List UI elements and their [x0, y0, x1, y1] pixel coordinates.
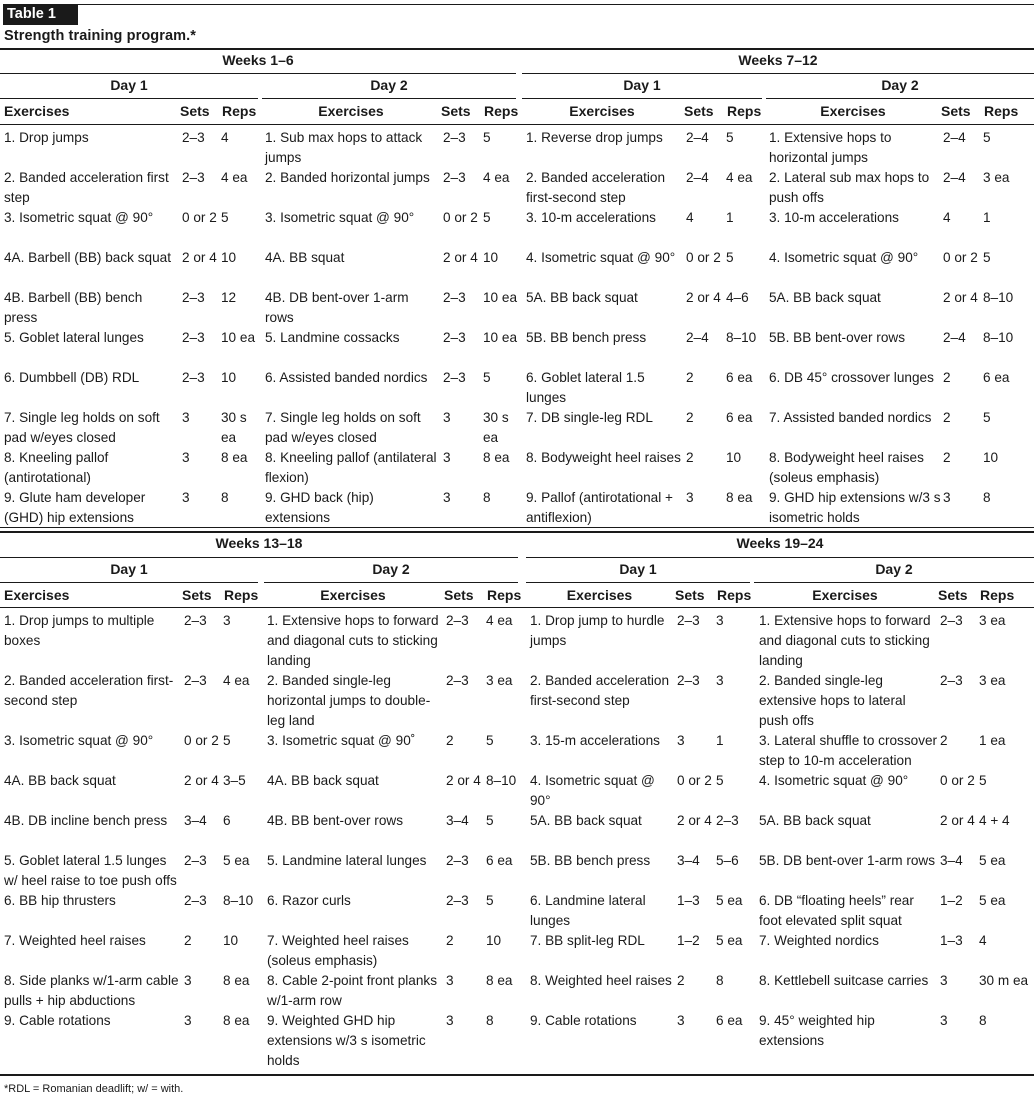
column-header-reps: Reps [487, 587, 522, 603]
exercise-cell: 1. Sub max hops to attack jumps [265, 130, 423, 165]
column-header-reps: Reps [484, 103, 519, 119]
column-header-reps: Reps [727, 103, 762, 119]
sets-cell: 2–3 [443, 130, 466, 145]
reps-cell: 10 ea [221, 330, 256, 345]
sets-cell: 2–3 [446, 673, 469, 688]
phase-rule [526, 557, 1034, 558]
sets-cell: 2–3 [443, 330, 466, 345]
phase-header: Weeks 1–6 [222, 52, 294, 68]
exercise-cell: 5. Landmine lateral lunges [267, 853, 427, 868]
sets-cell: 2 [943, 370, 951, 385]
exercise-cell: 4. Isometric squat @ 90° [759, 773, 909, 788]
day-rule [754, 582, 1034, 583]
reps-cell: 8 [221, 490, 229, 505]
reps-cell: 8 [483, 490, 491, 505]
reps-cell: 3 ea [979, 613, 1006, 628]
reps-cell: 1 [983, 210, 991, 225]
sets-cell: 2 or 4 [940, 813, 975, 828]
reps-cell: 4 ea [486, 613, 513, 628]
sets-cell: 2–3 [182, 370, 205, 385]
exercise-cell: 4A. BB squat [265, 250, 345, 265]
exercise-cell: 7. Weighted nordics [759, 933, 879, 948]
sets-cell: 2 [184, 933, 192, 948]
exercise-cell: 9. GHD hip extensions w/3 s isometric holds [769, 490, 941, 525]
exercise-cell: 2. Lateral sub max hops to push offs [769, 170, 930, 205]
column-header-sets: Sets [444, 587, 474, 603]
sets-cell: 2–3 [940, 613, 963, 628]
block-top-rule [0, 48, 1034, 50]
reps-cell: 30 s ea [483, 410, 509, 445]
exercise-cell: 8. Kneeling pallof (antirotational) [4, 450, 109, 485]
exercise-cell: 7. DB single-leg RDL [526, 410, 653, 425]
day-header: Day 1 [110, 77, 148, 93]
sets-cell: 2 [686, 410, 694, 425]
reps-cell: 30 s ea [221, 410, 247, 445]
exercise-cell: 5A. BB back squat [526, 290, 638, 305]
column-header-exercises: Exercises [318, 103, 384, 119]
day-header: Day 2 [881, 77, 919, 93]
sets-cell: 2 or 4 [686, 290, 721, 305]
sets-cell: 2 [686, 450, 694, 465]
table-caption: Strength training program.* [4, 28, 197, 44]
reps-cell: 10 ea [483, 290, 518, 305]
reps-cell: 4–6 [726, 290, 749, 305]
column-header-exercises: Exercises [569, 103, 635, 119]
exercise-cell: 8. Weighted heel raises [530, 973, 672, 988]
exercise-cell: 2. Banded acceleration first step [4, 170, 169, 205]
reps-cell: 4 ea [483, 170, 510, 185]
reps-cell: 5 [983, 410, 991, 425]
day-rule [262, 98, 516, 99]
sets-cell: 3 [184, 1013, 192, 1028]
day-rule [526, 582, 750, 583]
sets-cell: 1–3 [940, 933, 963, 948]
column-header-reps: Reps [984, 103, 1019, 119]
sets-cell: 0 or 2 [943, 250, 978, 265]
sets-cell: 2–3 [182, 290, 205, 305]
sets-cell: 2 or 4 [182, 250, 217, 265]
sets-cell: 2–3 [182, 130, 205, 145]
sets-cell: 2–3 [443, 290, 466, 305]
column-header-exercises: Exercises [320, 587, 386, 603]
reps-cell: 1 [716, 733, 724, 748]
reps-cell: 5 [221, 210, 229, 225]
sets-cell: 1–2 [940, 893, 963, 908]
sets-cell: 3–4 [940, 853, 963, 868]
sets-cell: 3–4 [446, 813, 469, 828]
day-header: Day 1 [619, 561, 657, 577]
reps-cell: 5 [716, 773, 724, 788]
reps-cell: 5 [486, 733, 494, 748]
sets-cell: 2–3 [184, 673, 207, 688]
sets-cell: 0 or 2 [940, 773, 975, 788]
sets-cell: 0 or 2 [184, 733, 219, 748]
day-header: Day 1 [623, 77, 661, 93]
reps-cell: 5 ea [979, 853, 1006, 868]
reps-cell: 10 [483, 250, 499, 265]
exercise-cell: 8. Bodyweight heel raises [526, 450, 681, 465]
sets-cell: 4 [686, 210, 694, 225]
day-rule [766, 98, 1034, 99]
exercise-cell: 3. 15-m accelerations [530, 733, 660, 748]
exercise-cell: 1. Extensive hops to forward and diagonal cuts to sticking landing [267, 613, 439, 668]
column-header-sets: Sets [675, 587, 705, 603]
sets-cell: 2 [446, 733, 454, 748]
phase-header: Weeks 19–24 [736, 535, 824, 551]
reps-cell: 8 [979, 1013, 987, 1028]
sets-cell: 3–4 [184, 813, 207, 828]
reps-cell: 8–10 [983, 330, 1014, 345]
reps-cell: 10 [486, 933, 502, 948]
exercise-cell: 9. GHD back (hip) extensions [265, 490, 374, 525]
exercise-cell: 7. Single leg holds on soft pad w/eyes closed [4, 410, 160, 445]
reps-cell: 5 [483, 130, 491, 145]
exercise-cell: 6. Landmine lateral lunges [530, 893, 646, 928]
column-header-exercises: Exercises [566, 587, 633, 603]
reps-cell: 10 [726, 450, 742, 465]
reps-cell: 3 [223, 613, 231, 628]
exercise-cell: 1. Extensive hops to forward and diagonal cuts to sticking landing [759, 613, 931, 668]
sets-cell: 2–3 [446, 853, 469, 868]
exercise-cell: 1. Drop jumps [4, 130, 89, 145]
reps-cell: 10 [221, 370, 237, 385]
reps-cell: 1 [726, 210, 734, 225]
exercise-cell: 1. Drop jumps to multiple boxes [4, 613, 155, 648]
exercise-cell: 5B. BB bent-over rows [769, 330, 905, 345]
exercise-cell: 6. Dumbbell (DB) RDL [4, 370, 140, 385]
table-label: Table 1 [3, 4, 78, 25]
exercise-cell: 2. Banded horizontal jumps [265, 170, 430, 185]
exercise-cell: 4A. BB back squat [4, 773, 116, 788]
footnote: *RDL = Romanian deadlift; w/ = with. [4, 1083, 184, 1095]
exercise-cell: 2. Banded acceleration first-second step [526, 170, 666, 205]
reps-cell: 10 [223, 933, 239, 948]
sets-cell: 0 or 2 [443, 210, 478, 225]
reps-cell: 8 [983, 490, 991, 505]
reps-cell: 1 ea [979, 733, 1006, 748]
exercise-cell: 4A. BB back squat [267, 773, 379, 788]
exercise-cell: 4B. DB bent-over 1-arm rows [265, 290, 409, 325]
column-header-sets: Sets [684, 103, 714, 119]
exercise-cell: 5A. BB back squat [759, 813, 871, 828]
block-bottom-rule [0, 527, 1034, 528]
sets-cell: 2–4 [943, 130, 966, 145]
sets-cell: 2–4 [686, 330, 709, 345]
sets-cell: 2–3 [184, 613, 207, 628]
phase-rule [0, 73, 516, 74]
exercise-cell: 3. 10-m accelerations [526, 210, 656, 225]
column-header-reps: Reps [980, 587, 1015, 603]
reps-cell: 12 [221, 290, 237, 305]
reps-cell: 4 ea [726, 170, 753, 185]
reps-cell: 4 [221, 130, 229, 145]
sets-cell: 3 [677, 1013, 685, 1028]
reps-cell: 10 [221, 250, 237, 265]
sets-cell: 2 or 4 [943, 290, 978, 305]
column-header-sets: Sets [441, 103, 471, 119]
exercise-cell: 4B. DB incline bench press [4, 813, 168, 828]
sets-cell: 2–3 [677, 673, 700, 688]
sets-cell: 2–3 [446, 893, 469, 908]
day-header: Day 2 [875, 561, 913, 577]
sets-cell: 2 [686, 370, 694, 385]
reps-cell: 5 [483, 210, 491, 225]
phase-rule [522, 73, 1034, 74]
exercise-cell: 2. Banded single-leg horizontal jumps to double-leg land [267, 673, 431, 728]
exercise-cell: 2. Banded acceleration first-second step [4, 673, 174, 708]
exercise-cell: 6. BB hip thrusters [4, 893, 116, 908]
exercise-cell: 5B. DB bent-over 1-arm rows [759, 853, 936, 868]
sets-cell: 3 [686, 490, 694, 505]
sets-cell: 2 [446, 933, 454, 948]
exercise-cell: 7. Single leg holds on soft pad w/eyes closed [265, 410, 421, 445]
sets-cell: 3 [182, 490, 190, 505]
exercise-cell: 2. Banded single-leg extensive hops to lateral push offs [759, 673, 906, 728]
sets-cell: 3 [943, 490, 951, 505]
sets-cell: 2 [943, 410, 951, 425]
reps-cell: 8 ea [486, 973, 513, 988]
exercise-cell: 4. Isometric squat @ 90° [526, 250, 676, 265]
phase-header: Weeks 7–12 [738, 52, 818, 68]
exercise-cell: 4B. Barbell (BB) bench press [4, 290, 143, 325]
sets-cell: 2 or 4 [677, 813, 712, 828]
column-header-reps: Reps [717, 587, 752, 603]
reps-cell: 5 [726, 250, 734, 265]
reps-cell: 8 ea [223, 1013, 250, 1028]
exercise-cell: 2. Banded acceleration first-second step [530, 673, 670, 708]
reps-cell: 5–6 [716, 853, 739, 868]
reps-cell: 5 [486, 813, 494, 828]
reps-cell: 4 [979, 933, 987, 948]
exercise-cell: 5A. BB back squat [769, 290, 881, 305]
reps-cell: 6 ea [726, 410, 753, 425]
sets-cell: 0 or 2 [686, 250, 721, 265]
sets-cell: 3 [443, 450, 451, 465]
column-header-sets: Sets [180, 103, 210, 119]
reps-cell: 4 ea [223, 673, 250, 688]
reps-cell: 5 ea [716, 933, 743, 948]
reps-cell: 3 [716, 613, 724, 628]
phase-header: Weeks 13–18 [215, 535, 303, 551]
exercise-cell: 3. Isometric squat @ 90˚ [267, 733, 416, 748]
exercise-cell: 1. Extensive hops to horizontal jumps [769, 130, 892, 165]
exercise-cell: 3. Isometric squat @ 90° [4, 210, 154, 225]
exercise-cell: 7. BB split-leg RDL [530, 933, 645, 948]
sets-cell: 2 or 4 [184, 773, 219, 788]
exercise-cell: 4A. Barbell (BB) back squat [4, 250, 171, 265]
exercise-cell: 9. 45° weighted hip extensions [759, 1013, 875, 1048]
reps-cell: 3 [716, 673, 724, 688]
sets-cell: 4 [943, 210, 951, 225]
exercise-cell: 6. Razor curls [267, 893, 351, 908]
reps-cell: 6 ea [726, 370, 753, 385]
exercise-cell: 5. Goblet lateral 1.5 lunges w/ heel raise to toe push offs [4, 853, 177, 888]
reps-cell: 8 [716, 973, 724, 988]
reps-cell: 10 [983, 450, 999, 465]
reps-cell: 30 m ea [979, 973, 1029, 988]
sets-cell: 2 [677, 973, 685, 988]
sets-cell: 2–4 [943, 170, 966, 185]
reps-cell: 3–5 [223, 773, 246, 788]
sets-cell: 2–4 [686, 130, 709, 145]
exercise-cell: 8. Kneeling pallof (antilateral flexion) [265, 450, 437, 485]
reps-cell: 2–3 [716, 813, 739, 828]
exercise-cell: 3. 10-m accelerations [769, 210, 899, 225]
sets-cell: 1–2 [677, 933, 700, 948]
reps-cell: 6 ea [716, 1013, 743, 1028]
column-header-exercises: Exercises [4, 103, 70, 119]
exercise-cell: 5B. BB bench press [530, 853, 651, 868]
exercise-cell: 4B. BB bent-over rows [267, 813, 403, 828]
sets-cell: 3 [184, 973, 192, 988]
column-header-exercises: Exercises [812, 587, 878, 603]
reps-cell: 4 + 4 [979, 813, 1010, 828]
exercise-cell: 9. Glute ham developer (GHD) hip extensions [4, 490, 146, 525]
day-rule [0, 98, 258, 99]
reps-cell: 8–10 [726, 330, 757, 345]
exercise-cell: 6. Assisted banded nordics [265, 370, 428, 385]
column-header-exercises: Exercises [820, 103, 886, 119]
exercise-cell: 8. Bodyweight heel raises (soleus emphasis) [769, 450, 924, 485]
exercise-cell: 7. Weighted heel raises (soleus emphasis) [267, 933, 409, 968]
sets-cell: 2–4 [943, 330, 966, 345]
exercise-cell: 3. Lateral shuffle to crossover step to 10-m acceleration [759, 733, 938, 768]
sets-cell: 2–3 [182, 170, 205, 185]
block-bottom-rule [0, 1074, 1034, 1076]
sets-cell: 3 [940, 1013, 948, 1028]
sets-cell: 3–4 [677, 853, 700, 868]
exercise-cell: 3. Isometric squat @ 90° [265, 210, 415, 225]
exercise-cell: 5A. BB back squat [530, 813, 642, 828]
exercise-cell: 9. Cable rotations [4, 1013, 111, 1028]
reps-cell: 5 ea [716, 893, 743, 908]
exercise-cell: 3. Isometric squat @ 90° [4, 733, 154, 748]
exercise-cell: 8. Kettlebell suitcase carries [759, 973, 929, 988]
sets-cell: 3 [182, 410, 190, 425]
reps-cell: 8–10 [983, 290, 1014, 305]
phase-rule [0, 557, 518, 558]
sets-cell: 2–4 [686, 170, 709, 185]
day-header: Day 2 [370, 77, 408, 93]
sets-cell: 2–3 [677, 613, 700, 628]
sets-cell: 2–3 [443, 370, 466, 385]
reps-cell: 8 ea [483, 450, 510, 465]
reps-cell: 8 ea [221, 450, 248, 465]
exercise-cell: 5B. BB bench press [526, 330, 647, 345]
sets-cell: 2–3 [940, 673, 963, 688]
reps-cell: 6 ea [486, 853, 513, 868]
sets-cell: 2–3 [184, 893, 207, 908]
sets-cell: 2 or 4 [446, 773, 481, 788]
block-top-rule [0, 531, 1034, 533]
column-header-sets: Sets [182, 587, 212, 603]
sets-cell: 0 or 2 [677, 773, 712, 788]
header-rule [0, 607, 1034, 608]
sets-cell: 2 or 4 [443, 250, 478, 265]
exercise-cell: 6. Goblet lateral 1.5 lunges [526, 370, 645, 405]
reps-cell: 8 [486, 1013, 494, 1028]
reps-cell: 6 ea [983, 370, 1010, 385]
reps-cell: 5 [223, 733, 231, 748]
exercise-cell: 9. Weighted GHD hip extensions w/3 s isometric holds [267, 1013, 426, 1068]
sets-cell: 3 [443, 490, 451, 505]
reps-cell: 3 ea [979, 673, 1006, 688]
exercise-cell: 5. Goblet lateral lunges [4, 330, 144, 345]
reps-cell: 5 [483, 370, 491, 385]
exercise-cell: 9. Cable rotations [530, 1013, 637, 1028]
reps-cell: 5 [983, 130, 991, 145]
sets-cell: 2 [940, 733, 948, 748]
reps-cell: 8 ea [223, 973, 250, 988]
exercise-cell: 8. Side planks w/1-arm cable pulls + hip abductions [4, 973, 179, 1008]
sets-cell: 2 [943, 450, 951, 465]
day-rule [0, 582, 258, 583]
sets-cell: 0 or 2 [182, 210, 217, 225]
reps-cell: 5 [979, 773, 987, 788]
reps-cell: 4 ea [221, 170, 248, 185]
reps-cell: 3 ea [983, 170, 1010, 185]
day-rule [264, 582, 518, 583]
sets-cell: 2–3 [443, 170, 466, 185]
exercise-cell: 4. Isometric squat @ 90° [769, 250, 919, 265]
sets-cell: 2–3 [182, 330, 205, 345]
reps-cell: 3 ea [486, 673, 513, 688]
exercise-cell: 5. Landmine cossacks [265, 330, 400, 345]
reps-cell: 10 ea [483, 330, 518, 345]
exercise-cell: 8. Cable 2-point front planks w/1-arm row [267, 973, 438, 1008]
sets-cell: 3 [677, 733, 685, 748]
column-header-sets: Sets [941, 103, 971, 119]
day-rule [522, 98, 762, 99]
sets-cell: 3 [446, 1013, 454, 1028]
exercise-cell: 6. DB 45° crossover lunges [769, 370, 934, 385]
exercise-cell: 1. Reverse drop jumps [526, 130, 663, 145]
reps-cell: 8 ea [726, 490, 753, 505]
reps-cell: 8–10 [223, 893, 254, 908]
reps-cell: 6 [223, 813, 231, 828]
reps-cell: 5 ea [979, 893, 1006, 908]
sets-cell: 3 [443, 410, 451, 425]
sets-cell: 1–3 [677, 893, 700, 908]
column-header-exercises: Exercises [4, 587, 70, 603]
day-header: Day 1 [110, 561, 148, 577]
exercise-cell: 6. DB “floating heels” rear foot elevated split squat [759, 893, 914, 928]
reps-cell: 5 [726, 130, 734, 145]
sets-cell: 3 [182, 450, 190, 465]
day-header: Day 2 [372, 561, 410, 577]
column-header-sets: Sets [938, 587, 968, 603]
header-rule [0, 124, 1034, 125]
exercise-cell: 7. Weighted heel raises [4, 933, 146, 948]
reps-cell: 8–10 [486, 773, 517, 788]
exercise-cell: 1. Drop jump to hurdle jumps [530, 613, 665, 648]
top-rule [78, 4, 1034, 5]
sets-cell: 3 [940, 973, 948, 988]
column-header-reps: Reps [222, 103, 257, 119]
reps-cell: 5 [983, 250, 991, 265]
sets-cell: 3 [446, 973, 454, 988]
exercise-cell: 4. Isometric squat @ 90° [530, 773, 655, 808]
exercise-cell: 9. Pallof (antirotational + antiflexion) [526, 490, 673, 525]
exercise-cell: 7. Assisted banded nordics [769, 410, 932, 425]
sets-cell: 2–3 [184, 853, 207, 868]
column-header-reps: Reps [224, 587, 259, 603]
reps-cell: 5 [486, 893, 494, 908]
reps-cell: 5 ea [223, 853, 250, 868]
sets-cell: 2–3 [446, 613, 469, 628]
